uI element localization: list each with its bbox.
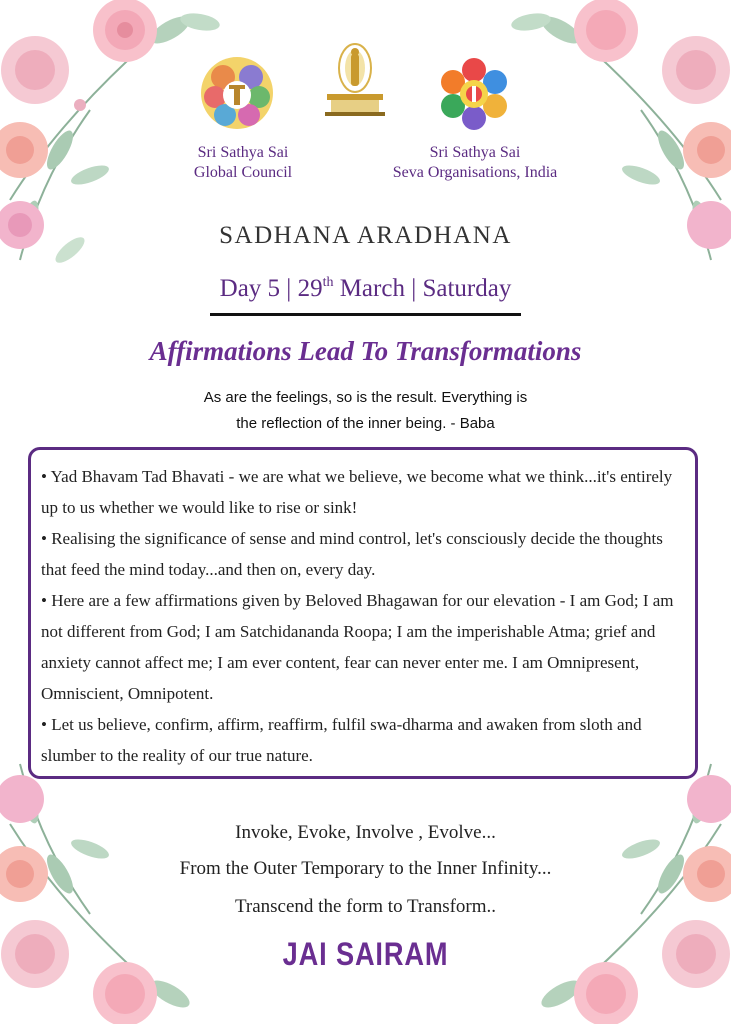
- closing-line-2: From the Outer Temporary to the Inner Infinity...: [179, 858, 552, 879]
- page-title: SADHANA ARADHANA: [219, 222, 512, 249]
- closing-line-3: Transcend the form to Transform..: [234, 896, 497, 917]
- date-suffix: th: [322, 275, 334, 290]
- point-4: • Let us believe, confirm, affirm, reaffirm, fulfil swa-dharma and awaken from sloth and slumber to the reality of our true nature.: [41, 715, 642, 765]
- date-number: 29: [297, 275, 323, 302]
- global-council-name: Sri Sathya Sai Global Council: [193, 144, 293, 181]
- closing-line-1: Invoke, Evoke, Involve , Evolve...: [235, 822, 496, 843]
- baba-quote: [140, 385, 591, 437]
- point-1: • Yad Bhavam Tad Bhavati - we are what we believe, we become what we think...it's entirely up to us whether we would like to rise or sink!: [41, 467, 673, 517]
- sai-statue-emblem-icon: [321, 40, 389, 120]
- seva-organisation-logo-icon: [437, 56, 511, 130]
- point-3: • Here are a few affirmations given by Beloved Bhagawan for our elevation - I am God; I am not different from God; I am Satchidananda Roopa; I am the imperishable Atma; grief and anxiety cannot affect me; I am ever content, fear can never enter me. I am Omnipresent, Omniscient, Omnipotent.: [41, 591, 674, 703]
- date-line: [200, 275, 531, 303]
- month: March: [339, 275, 405, 302]
- affirmations-box: [28, 447, 698, 779]
- jai-sairam-footer: JAI SAIRAM: [282, 936, 449, 972]
- weekday: Saturday: [422, 275, 512, 302]
- global-council-logo-icon: [199, 55, 275, 131]
- seva-organisation-name: Sri Sathya Sai Seva Organisations, India: [392, 144, 558, 181]
- separator: |: [286, 275, 292, 302]
- separator-2: |: [411, 275, 417, 302]
- subtitle: Affirmations Lead To Transformations: [149, 336, 582, 366]
- quote-line-1: As are the feelings, so is the result. Everything is: [203, 389, 528, 406]
- day-label: Day 5: [219, 275, 281, 302]
- point-2: • Realising the significance of sense and mind control, let's consciously decide the thoughts that feed the mind today...and then on, every day.: [41, 529, 663, 579]
- quote-line-2: the reflection of the inner being. - Baba: [236, 415, 495, 432]
- date-underline: [210, 313, 521, 316]
